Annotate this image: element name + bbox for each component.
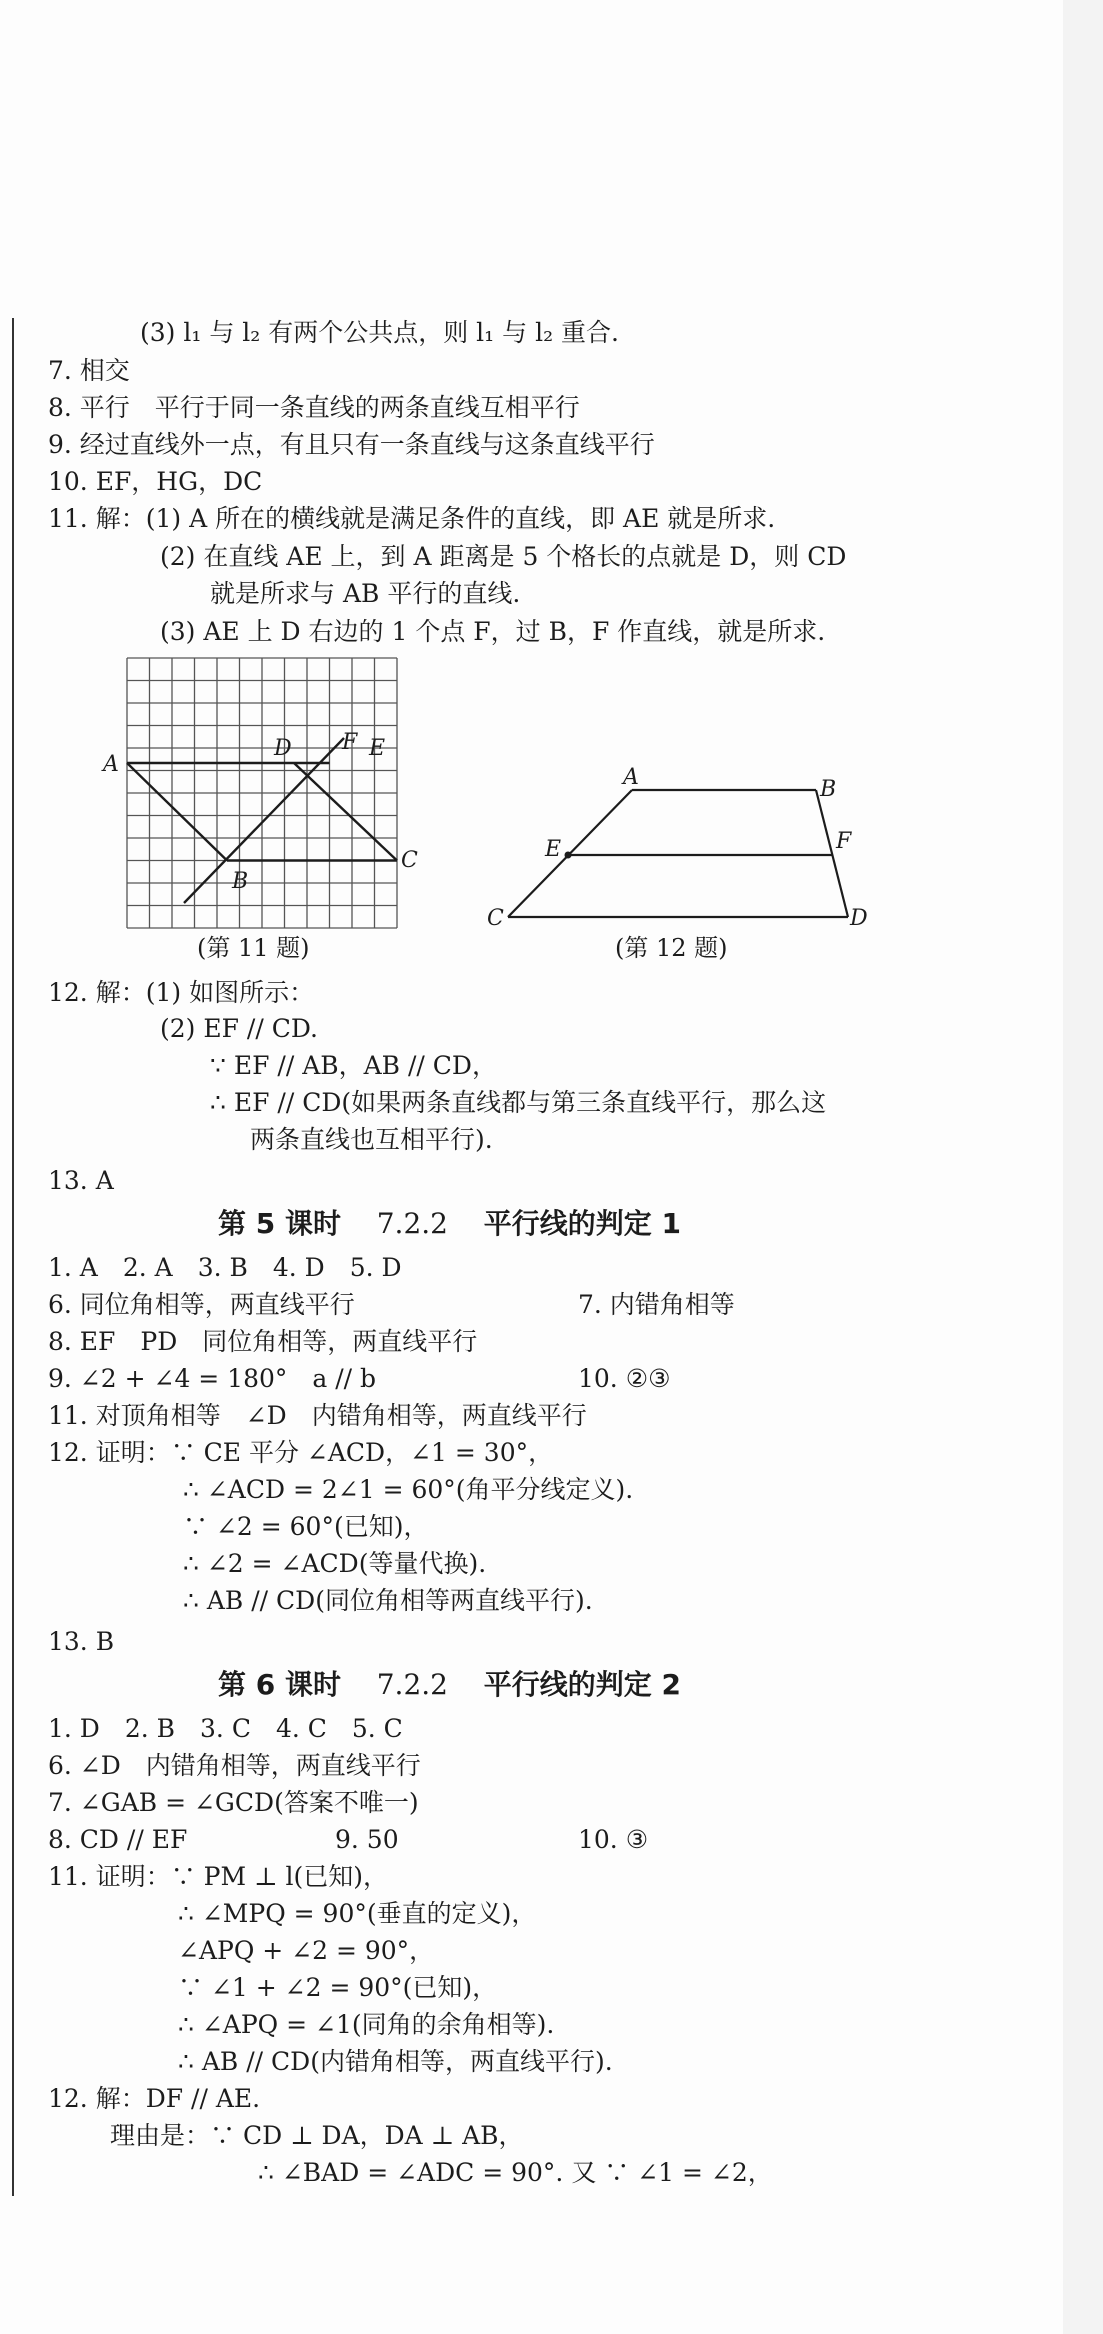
answer-line: 7. 相交 [48, 356, 130, 385]
answer-line: (2) 在直线 AE 上，到 A 距离是 5 个格长的点就是 D，则 CD [160, 542, 847, 571]
label-F: F [836, 829, 852, 854]
answer-line: 10. ②③ [578, 1364, 671, 1393]
label-F: F [342, 730, 358, 755]
answer-line: ∵ ∠1 + ∠2 = 90°(已知)， [178, 1973, 498, 2002]
heading-lesson: 第 5 课时 [218, 1207, 341, 1240]
answer-line: 1. D 2. B 3. C 4. C 5. C [48, 1714, 403, 1743]
heading-title: 平行线的判定 1 [483, 1207, 681, 1240]
answer-line: 9. 50 [335, 1825, 399, 1854]
answer-line: 1. A 2. A 3. B 4. D 5. D [48, 1253, 402, 1282]
answer-line: 10. ③ [578, 1825, 649, 1854]
section-heading [218, 1207, 681, 1241]
point-E [565, 852, 572, 859]
answer-line: 两条直线也互相平行). [250, 1125, 493, 1154]
answer-line: ∴ AB // CD(同位角相等两直线平行). [183, 1586, 593, 1615]
margin-rule [12, 318, 14, 2196]
label-A: A [623, 765, 639, 790]
answer-line: (3) l₁ 与 l₂ 有两个公共点，则 l₁ 与 l₂ 重合. [140, 318, 620, 347]
answer-line: 12. 证明：∵ CE 平分 ∠ACD，∠1 = 30°， [48, 1438, 554, 1467]
page-edge-shade [1063, 0, 1103, 2334]
answer-line: 就是所求与 AB 平行的直线. [210, 579, 521, 608]
answer-line: ∴ ∠ACD = 2∠1 = 60°(角平分线定义). [183, 1475, 634, 1504]
answer-line: ∠APQ + ∠2 = 90°， [178, 1936, 435, 1965]
heading-number: 7.2.2 [376, 1207, 448, 1240]
label-D: D [850, 906, 868, 930]
answer-line: 9. 经过直线外一点，有且只有一条直线与这条直线平行 [48, 430, 655, 459]
answer-line: 12. 解：(1) 如图所示： [48, 978, 315, 1007]
answer-line: 6. 同位角相等，两直线平行 [48, 1290, 355, 1319]
answer-line: ∴ ∠BAD = ∠ADC = 90°. 又 ∵ ∠1 = ∠2， [258, 2158, 773, 2187]
answer-line: 11. 证明：∵ PM ⊥ l(已知)， [48, 1862, 388, 1891]
answer-line: 11. 解：(1) A 所在的横线就是满足条件的直线，即 AE 就是所求. [48, 504, 776, 533]
answer-line: ∴ EF // CD(如果两条直线都与第三条直线平行，那么这 [210, 1088, 827, 1117]
answer-line: ∴ ∠2 = ∠ACD(等量代换). [183, 1549, 487, 1578]
answer-line: 7. 内错角相等 [578, 1290, 735, 1319]
answer-line: 10. EF，HG，DC [48, 467, 263, 496]
label-E: E [369, 736, 386, 761]
answer-line: ∴ ∠MPQ = 90°(垂直的定义)， [178, 1899, 537, 1928]
heading-title: 平行线的判定 2 [483, 1668, 681, 1701]
answer-line: ∵ ∠2 = 60°(已知)， [183, 1512, 429, 1541]
answer-line: 13. A [48, 1166, 114, 1195]
label-A: A [103, 752, 119, 777]
answer-line: 8. 平行 平行于同一条直线的两条直线互相平行 [48, 393, 580, 422]
label-D: D [274, 736, 292, 761]
answer-line: (3) AE 上 D 右边的 1 个点 F，过 B，F 作直线，就是所求. [160, 617, 826, 646]
answer-line: ∴ AB // CD(内错角相等，两直线平行). [178, 2047, 613, 2076]
heading-number: 7.2.2 [376, 1668, 448, 1701]
answer-line: 6. ∠D 内错角相等，两直线平行 [48, 1751, 421, 1780]
grid [127, 658, 397, 928]
answer-line: 12. 解：DF // AE. [48, 2084, 261, 2113]
heading-lesson: 第 6 课时 [218, 1668, 341, 1701]
answer-line: ∵ EF // AB，AB // CD， [210, 1051, 497, 1080]
answer-line: 11. 对顶角相等 ∠D 内错角相等，两直线平行 [48, 1401, 587, 1430]
section-heading [218, 1668, 681, 1702]
answer-line: ∴ ∠APQ = ∠1(同角的余角相等). [178, 2010, 555, 2039]
answer-line: 8. EF PD 同位角相等，两直线平行 [48, 1327, 478, 1356]
figure-11-caption: (第 11 题) [197, 934, 310, 962]
answer-line: 7. ∠GAB = ∠GCD(答案不唯一) [48, 1788, 419, 1817]
answer-line: 9. ∠2 + ∠4 = 180° a // b [48, 1364, 377, 1393]
figure-12-caption: (第 12 题) [615, 934, 728, 962]
label-E: E [545, 837, 562, 862]
figure-11 [100, 655, 430, 935]
answer-line: (2) EF // CD. [160, 1014, 318, 1043]
answer-line: 13. B [48, 1627, 115, 1656]
label-C: C [401, 848, 418, 873]
label-B: B [820, 777, 837, 802]
answer-line: 理由是：∵ CD ⊥ DA，DA ⊥ AB， [110, 2121, 524, 2150]
figure-12 [475, 760, 885, 930]
label-B: B [232, 869, 249, 894]
answer-line: 8. CD // EF [48, 1825, 188, 1854]
label-C: C [487, 906, 504, 930]
